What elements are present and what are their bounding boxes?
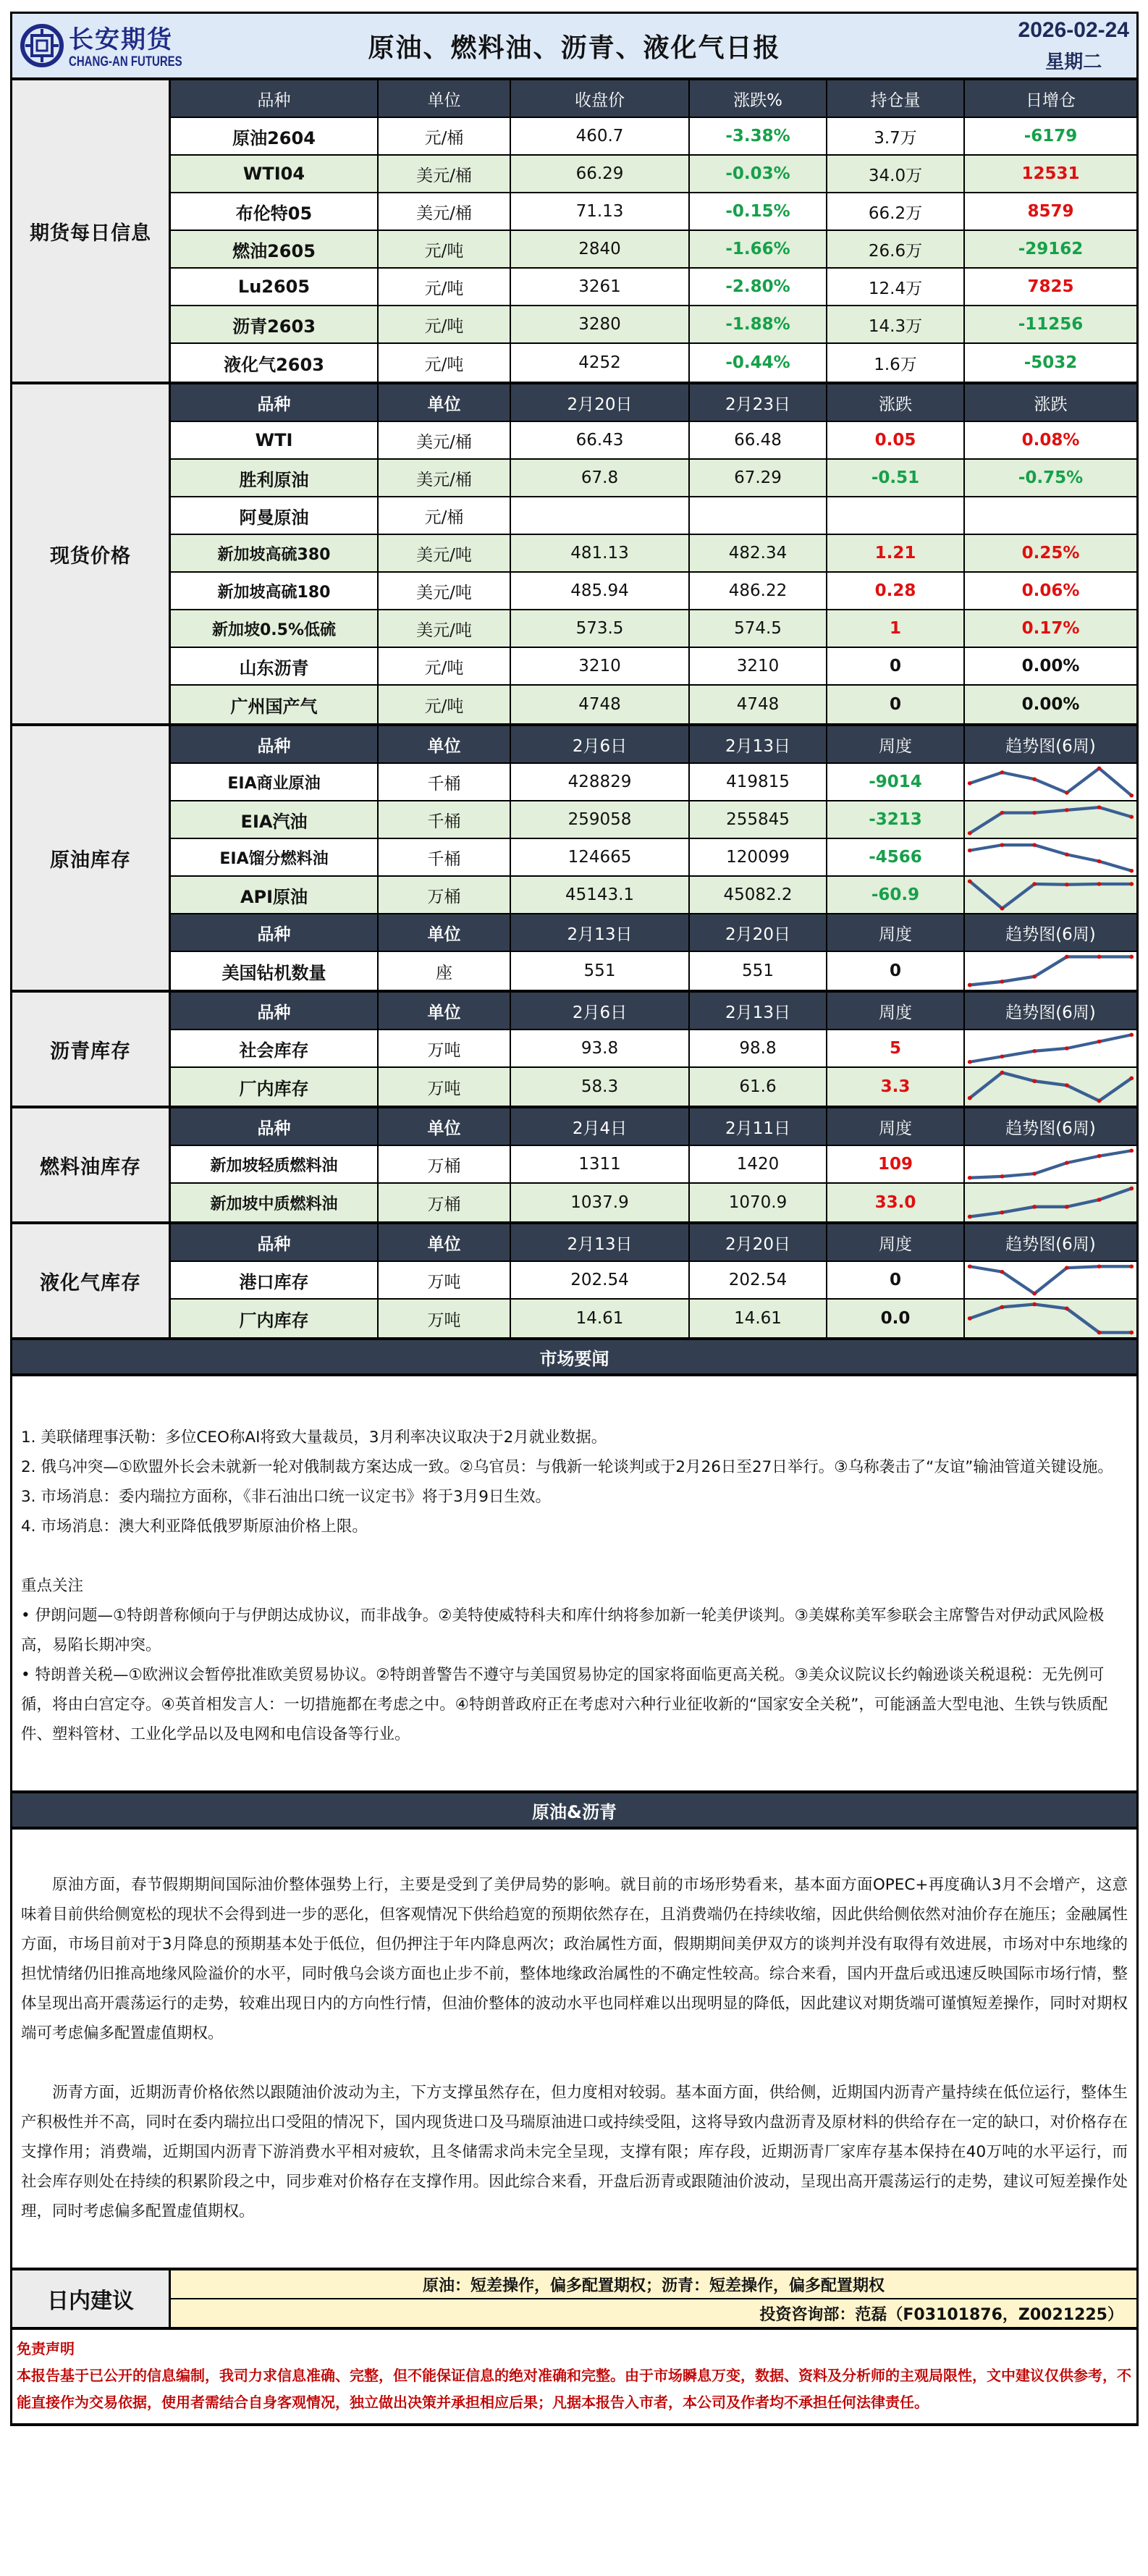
column-header: 趋势图(6周) [1005, 925, 1096, 944]
lpg-inventory-section [12, 1224, 1136, 1340]
product-name: 广州国产气 [171, 686, 379, 723]
table-row [171, 686, 1136, 723]
change-percent: -0.44% [690, 344, 827, 382]
weekly-change: 0.0 [827, 1300, 965, 1337]
disclaimer-text: 本报告基于已公开的信息编制，我司力求信息准确、完整，但不能保证信息的绝对准确和完整。由于市场瞬息万变，数据、资料及分析师的主观局限性，文中建议仅供参考，不能直接作为交易依据，使用者需结合自身客观情况，独立做出决策并承担相应后果；凡据本报告入市者，本公司及作者均不承担任何法律责任。 [17, 2367, 1131, 2411]
table-header-row [171, 384, 1136, 422]
unit: 元/吨 [379, 344, 511, 382]
unit: 千桶 [379, 839, 511, 875]
price-day1: 481.13 [511, 535, 690, 571]
table-row [171, 535, 1136, 573]
table-row [171, 1184, 1136, 1221]
open-interest-change: 12531 [1021, 164, 1080, 183]
product-name: 新加坡0.5%低硫 [171, 610, 379, 647]
price-day2: 66.48 [690, 422, 827, 458]
open-interest: 12.4万 [827, 269, 965, 305]
price-day2: 67.29 [690, 460, 827, 496]
news-item: 1. 美联储理事沃勒：多位CEO称AI将致大量裁员，3月利率决议取决于2月就业数据。 [21, 1428, 607, 1447]
unit: 美元/桶 [379, 460, 511, 496]
contract-name: 液化气2603 [171, 344, 379, 382]
weekly-change: -9014 [827, 764, 965, 800]
sparkline-chart-icon [965, 1068, 1136, 1106]
column-header: 单位 [379, 80, 511, 117]
column-header: 2月4日 [511, 1108, 690, 1145]
table-row [171, 648, 1136, 686]
price-day1: 485.94 [511, 573, 690, 609]
open-interest-change: 8579 [1027, 202, 1074, 221]
focus-title: 重点关注 [21, 1577, 84, 1595]
column-header: 趋势图(6周) [1005, 736, 1096, 756]
table-row [171, 344, 1136, 382]
analyst-credit: 投资咨询部：范磊（F03101876，Z0021225） [759, 2305, 1123, 2324]
trend-sparkline [965, 839, 1136, 875]
unit: 元/吨 [379, 648, 511, 684]
unit: 美元/吨 [379, 573, 511, 609]
table-row [171, 497, 1136, 535]
table-row [171, 1146, 1136, 1184]
column-header: 涨跌% [690, 80, 827, 117]
table-header-row [171, 726, 1136, 764]
close-price: 3280 [511, 306, 690, 342]
table-row [171, 306, 1136, 344]
unit: 万吨 [379, 1068, 511, 1106]
product-name: 山东沥青 [171, 648, 379, 684]
column-header: 周度 [827, 914, 965, 951]
open-interest: 34.0万 [827, 156, 965, 192]
value-week2: 1070.9 [690, 1184, 827, 1221]
column-header: 单位 [379, 1108, 511, 1145]
price-day1: 67.8 [511, 460, 690, 496]
value-week2: 202.54 [690, 1262, 827, 1298]
unit: 万吨 [379, 1030, 511, 1066]
trend-sparkline [965, 1300, 1136, 1337]
inventory-name: EIA馏分燃料油 [171, 839, 379, 875]
column-header: 2月13日 [511, 914, 690, 951]
price-change-percent: 0.06% [1021, 581, 1080, 600]
value-week1: 551 [511, 952, 690, 990]
trend-sparkline [965, 952, 1136, 990]
unit: 座 [379, 952, 511, 990]
unit: 元/吨 [379, 306, 511, 342]
column-header: 2月6日 [511, 726, 690, 762]
inventory-name: 美国钻机数量 [171, 952, 379, 990]
column-header: 2月23日 [690, 384, 827, 421]
weekly-change: 109 [827, 1146, 965, 1182]
column-header: 2月20日 [511, 384, 690, 421]
sparkline-chart-icon [965, 1184, 1136, 1221]
price-change-percent: -0.75% [1018, 468, 1084, 487]
column-header: 涨跌 [1034, 395, 1068, 414]
table-row [171, 1030, 1136, 1068]
table-header-row [171, 914, 1136, 952]
column-header: 品种 [171, 1108, 379, 1145]
price-day2: 574.5 [690, 610, 827, 647]
unit: 千桶 [379, 764, 511, 800]
table-row [171, 118, 1136, 156]
analysis-title: 原油&沥青 [12, 1793, 1136, 1830]
fueloil-inventory-section [12, 1108, 1136, 1224]
weekly-change: 3.3 [827, 1068, 965, 1106]
table-header-row [171, 1108, 1136, 1146]
focus-item: • 伊朗问题—①特朗普称倾向于与伊朗达成协议，而非战争。②美特使威特科夫和库什纳将参加新一轮美伊谈判。③美媒称美军参联会主席警告对伊动武风险极高，易陷长期冲突。 [21, 1607, 1105, 1654]
contract-name: 原油2604 [171, 118, 379, 154]
value-week2: 98.8 [690, 1030, 827, 1066]
table-row [171, 1068, 1136, 1106]
section-label: 原油库存 [12, 726, 171, 990]
column-header: 品种 [171, 993, 379, 1029]
section-label: 沥青库存 [12, 993, 171, 1106]
table-row [171, 1300, 1136, 1337]
news-item: 3. 市场消息：委内瑞拉方面称，《非石油出口统一议定书》将于3月9日生效。 [21, 1488, 551, 1506]
value-week2: 419815 [690, 764, 827, 800]
price-change: 0 [827, 686, 965, 723]
value-week1: 259058 [511, 801, 690, 838]
column-header: 日增仓 [1026, 91, 1076, 110]
crude-inventory-table [171, 726, 1136, 990]
close-price: 460.7 [511, 118, 690, 154]
value-week1: 14.61 [511, 1300, 690, 1337]
column-header: 周度 [827, 1224, 965, 1260]
column-header: 趋势图(6周) [1005, 1234, 1096, 1254]
weekly-change: 0 [827, 952, 965, 990]
value-week2: 45082.2 [690, 877, 827, 913]
sparkline-chart-icon [965, 1300, 1136, 1337]
value-week1: 1037.9 [511, 1184, 690, 1221]
column-header: 趋势图(6周) [1005, 1119, 1096, 1138]
open-interest: 66.2万 [827, 193, 965, 230]
column-header: 品种 [171, 914, 379, 951]
table-row [171, 764, 1136, 801]
column-header: 2月20日 [690, 1224, 827, 1260]
table-row [171, 839, 1136, 877]
sparkline-chart-icon [965, 1030, 1136, 1066]
trend-sparkline [965, 801, 1136, 838]
unit: 万吨 [379, 1300, 511, 1337]
crude-analysis: 原油方面，春节假期期间国际油价整体强势上行，主要是受到了美伊局势的影响。就目前的市场形势看来，基本面方面OPEC+再度确认3月不会增产，这意味着目前供给侧宽松的现状不会得到进一步的恶化，但客观情况下供给趋宽的预期依然存在，且消费端仍在持续收缩，因此供给侧依然对油价存在施压；金融属性方面，市场目前对于3月降息的预期基本处于低位，但仍押注于年内降息两次；政治属性方面，假期期间美伊双方的谈判并没有取得有效进展，市场对中东地缘的担忧情绪仍旧推高地缘风险溢价的水平，同时俄乌会谈方面也止步不前，整体地缘政治属性的不确定性较高。综合来看，国内开盘后或迅速反映国际市场行情，整体呈现出高开震荡运行的走势，较难出现日内的方向性行情，但油价整体的波动水平也同样难以出现明显的降低，因此建议对期货端可谨慎短差操作，同时对期权端可考虑偏多配置虚值期权。 [21, 1876, 1128, 2042]
column-header: 单位 [379, 384, 511, 421]
price-change-percent: 0.25% [1021, 544, 1080, 563]
inventory-name: 社会库存 [171, 1030, 379, 1066]
spot-table [171, 384, 1136, 723]
logo-en: CHANG-AN FUTURES [69, 53, 182, 70]
asphalt-inventory-table [171, 993, 1136, 1106]
advice-label: 日内建议 [12, 2270, 171, 2327]
change-percent: -2.80% [690, 269, 827, 305]
weekly-change: -4566 [827, 839, 965, 875]
spot-section [12, 384, 1136, 726]
logo-cn: 长安期货 [69, 25, 173, 54]
unit: 万桶 [379, 1184, 511, 1221]
inventory-name: API原油 [171, 877, 379, 913]
contract-name: Lu2605 [171, 269, 379, 305]
price-change: 0.28 [827, 573, 965, 609]
intraday-advice [12, 2270, 1136, 2330]
price-day2 [690, 497, 827, 534]
trend-sparkline [965, 1184, 1136, 1221]
sparkline-chart-icon [965, 764, 1136, 800]
table-header-row [171, 1224, 1136, 1262]
value-week1: 202.54 [511, 1262, 690, 1298]
table-row [171, 610, 1136, 648]
unit: 美元/桶 [379, 422, 511, 458]
open-interest-change: 7825 [1027, 277, 1074, 296]
trend-sparkline [965, 1068, 1136, 1106]
unit: 美元/吨 [379, 535, 511, 571]
sparkline-chart-icon [965, 1146, 1136, 1182]
inventory-name: 新加坡中质燃料油 [171, 1184, 379, 1221]
news-item: 4. 市场消息：澳大利亚降低俄罗斯原油价格上限。 [21, 1518, 368, 1536]
disclaimer [12, 2330, 1136, 2426]
column-header: 周度 [827, 1108, 965, 1145]
asphalt-inventory-section [12, 993, 1136, 1108]
unit: 元/桶 [379, 118, 511, 154]
open-interest: 3.7万 [827, 118, 965, 154]
open-interest-change: -6179 [1024, 127, 1078, 146]
disclaimer-title: 免责声明 [17, 2340, 75, 2357]
weekly-change: 5 [827, 1030, 965, 1066]
report-weekday: 星期二 [1045, 51, 1102, 73]
value-week1: 428829 [511, 764, 690, 800]
sparkline-chart-icon [965, 1262, 1136, 1298]
value-week2: 255845 [690, 801, 827, 838]
close-price: 71.13 [511, 193, 690, 230]
column-header: 品种 [171, 726, 379, 762]
sparkline-chart-icon [965, 877, 1136, 913]
column-header: 趋势图(6周) [1005, 1003, 1096, 1022]
price-change: 1 [827, 610, 965, 647]
change-percent: -1.66% [690, 231, 827, 267]
price-day1: 4748 [511, 686, 690, 723]
futures-section [12, 80, 1136, 384]
price-change [827, 497, 965, 534]
value-week2: 14.61 [690, 1300, 827, 1337]
table-row [171, 460, 1136, 497]
table-row [171, 156, 1136, 193]
column-header: 持仓量 [827, 80, 965, 117]
section-label: 燃料油库存 [12, 1108, 171, 1221]
unit: 美元/桶 [379, 156, 511, 192]
weekly-change: 33.0 [827, 1184, 965, 1221]
price-change-percent: 0.00% [1021, 657, 1080, 675]
table-row [171, 952, 1136, 990]
table-row [171, 422, 1136, 460]
inventory-name: EIA商业原油 [171, 764, 379, 800]
value-week1: 124665 [511, 839, 690, 875]
change-percent: -0.15% [690, 193, 827, 230]
contract-name: 燃油2605 [171, 231, 379, 267]
trend-sparkline [965, 1030, 1136, 1066]
price-day2: 4748 [690, 686, 827, 723]
column-header: 周度 [827, 993, 965, 1029]
market-news-title: 市场要闻 [12, 1340, 1136, 1376]
open-interest-change: -11256 [1018, 315, 1084, 334]
close-price: 2840 [511, 231, 690, 267]
trend-sparkline [965, 764, 1136, 800]
price-day2: 482.34 [690, 535, 827, 571]
value-week2: 61.6 [690, 1068, 827, 1106]
product-name: WTI [171, 422, 379, 458]
unit: 万桶 [379, 877, 511, 913]
table-row [171, 1262, 1136, 1300]
close-price: 3261 [511, 269, 690, 305]
change-percent: -1.88% [690, 306, 827, 342]
column-header: 2月11日 [690, 1108, 827, 1145]
value-week1: 45143.1 [511, 877, 690, 913]
column-header: 2月13日 [690, 993, 827, 1029]
column-header: 收盘价 [511, 80, 690, 117]
news-item: 2. 俄乌冲突—①欧盟外长会未就新一轮对俄制裁方案达成一致。②乌官员：与俄新一轮谈判或于2月26日至27日举行。③乌称袭击了“友谊”输油管道关键设施。 [21, 1458, 1113, 1476]
section-label: 期货每日信息 [12, 80, 171, 382]
product-name: 阿曼原油 [171, 497, 379, 534]
price-change: 0.05 [827, 422, 965, 458]
table-row [171, 269, 1136, 306]
report-header [12, 14, 1136, 80]
unit: 元/吨 [379, 686, 511, 723]
trend-sparkline [965, 1262, 1136, 1298]
sparkline-chart-icon [965, 952, 1136, 990]
report-title: 原油、燃料油、沥青、液化气日报 [368, 33, 781, 63]
asphalt-analysis: 沥青方面，近期沥青价格依然以跟随油价波动为主，下方支撑虽然存在，但力度相对较弱。基本面方面，供给侧，近期国内沥青产量持续在低位运行，整体生产积极性并不高，同时在委内瑞拉出口受阻的情况下，国内现货进口及马瑞原油进口或持续受阻，这将导致内盘沥青及原材料的供给存在一定的缺口，对价格存在支撑作用；消费端，近期国内沥青下游消费水平相对疲软，且冬储需求尚未完全呈现，支撑有限；库存段，近期沥青厂家库存基本保持在40万吨的水平运行，而社会库存则处在持续的积累阶段之中，同步难对价格存在支撑作用。因此综合来看，开盘后沥青或跟随油价波动，呈现出高开震荡运行的走势，建议可短差操作处理，同时考虑偏多配置虚值期权。 [21, 2084, 1128, 2221]
report-date: 2026-02-24 [1018, 18, 1129, 42]
product-name: 新加坡高硫180 [171, 573, 379, 609]
table-row [171, 877, 1136, 914]
price-change: 0 [827, 648, 965, 684]
change-percent: -0.03% [690, 156, 827, 192]
daily-report [10, 12, 1139, 2426]
price-day1: 3210 [511, 648, 690, 684]
unit: 元/吨 [379, 269, 511, 305]
column-header: 单位 [379, 726, 511, 762]
open-interest-change: -29162 [1018, 240, 1084, 258]
price-change-percent [965, 497, 1136, 534]
price-day2: 3210 [690, 648, 827, 684]
section-label: 现货价格 [12, 384, 171, 723]
column-header: 2月20日 [690, 914, 827, 951]
unit: 万吨 [379, 1262, 511, 1298]
unit: 元/桶 [379, 497, 511, 534]
lpg-inventory-table [171, 1224, 1136, 1337]
column-header: 周度 [827, 726, 965, 762]
market-news-body [12, 1376, 1136, 1793]
column-header: 涨跌 [827, 384, 965, 421]
product-name: 新加坡高硫380 [171, 535, 379, 571]
price-day2: 486.22 [690, 573, 827, 609]
price-change-percent: 0.17% [1021, 619, 1080, 638]
crude-inventory-section [12, 726, 1136, 993]
weekly-change: -60.9 [827, 877, 965, 913]
column-header: 品种 [171, 80, 379, 117]
weekly-change: 0 [827, 1262, 965, 1298]
price-day1: 573.5 [511, 610, 690, 647]
analysis-body [12, 1830, 1136, 2270]
date-box [1018, 18, 1129, 74]
advice-text: 原油：短差操作，偏多配置期权；沥青：短差操作，偏多配置期权 [171, 2270, 1136, 2299]
product-name: 胜利原油 [171, 460, 379, 496]
value-week2: 120099 [690, 839, 827, 875]
column-header: 2月13日 [511, 1224, 690, 1260]
table-header-row [171, 993, 1136, 1030]
contract-name: 布伦特05 [171, 193, 379, 230]
sparkline-chart-icon [965, 801, 1136, 838]
inventory-name: 厂内库存 [171, 1068, 379, 1106]
table-row [171, 231, 1136, 269]
unit: 美元/吨 [379, 610, 511, 647]
fueloil-inventory-table [171, 1108, 1136, 1221]
section-label: 液化气库存 [12, 1224, 171, 1337]
price-change: 1.21 [827, 535, 965, 571]
change-percent: -3.38% [690, 118, 827, 154]
trend-sparkline [965, 1146, 1136, 1182]
open-interest: 1.6万 [827, 344, 965, 382]
focus-item: • 特朗普关税—①欧洲议会暂停批准欧美贸易协议。②特朗普警告不遵守与美国贸易协定的国家将面临更高关税。③美众议院议长约翰逊谈关税退税：无先例可循，将由白宫定夺。④英首相发言人：一切措施都在考虑之中。④特朗普政府正在考虑对六种行业征收新的“国家安全关税”，可能涵盖大型电池、生铁与铁质配件、塑料管材、工业化学品以及电网和电信设备等行业。 [21, 1666, 1108, 1743]
column-header: 品种 [171, 384, 379, 421]
open-interest-change: -5032 [1024, 353, 1078, 372]
column-header: 单位 [379, 914, 511, 951]
value-week1: 1311 [511, 1146, 690, 1182]
open-interest: 14.3万 [827, 306, 965, 342]
value-week2: 1420 [690, 1146, 827, 1182]
column-header: 2月13日 [690, 726, 827, 762]
inventory-name: 新加坡轻质燃料油 [171, 1146, 379, 1182]
table-row [171, 801, 1136, 839]
inventory-name: EIA汽油 [171, 801, 379, 838]
sparkline-chart-icon [965, 839, 1136, 875]
price-day1: 66.43 [511, 422, 690, 458]
price-day1 [511, 497, 690, 534]
unit: 千桶 [379, 801, 511, 838]
column-header: 品种 [171, 1224, 379, 1260]
close-price: 66.29 [511, 156, 690, 192]
inventory-name: 厂内库存 [171, 1300, 379, 1337]
value-week1: 58.3 [511, 1068, 690, 1106]
column-header: 2月6日 [511, 993, 690, 1029]
value-week2: 551 [690, 952, 827, 990]
table-header-row [171, 80, 1136, 118]
unit: 万桶 [379, 1146, 511, 1182]
column-header: 单位 [379, 993, 511, 1029]
price-change: -0.51 [827, 460, 965, 496]
close-price: 4252 [511, 344, 690, 382]
price-change-percent: 0.00% [1021, 695, 1080, 714]
value-week1: 93.8 [511, 1030, 690, 1066]
inventory-name: 港口库存 [171, 1262, 379, 1298]
unit: 元/吨 [379, 231, 511, 267]
table-row [171, 573, 1136, 610]
column-header: 单位 [379, 1224, 511, 1260]
trend-sparkline [965, 877, 1136, 913]
table-row [171, 193, 1136, 231]
contract-name: 沥青2603 [171, 306, 379, 342]
open-interest: 26.6万 [827, 231, 965, 267]
price-change-percent: 0.08% [1021, 431, 1080, 450]
futures-table [171, 80, 1136, 382]
unit: 美元/桶 [379, 193, 511, 230]
contract-name: WTI04 [171, 156, 379, 192]
weekly-change: -3213 [827, 801, 965, 838]
